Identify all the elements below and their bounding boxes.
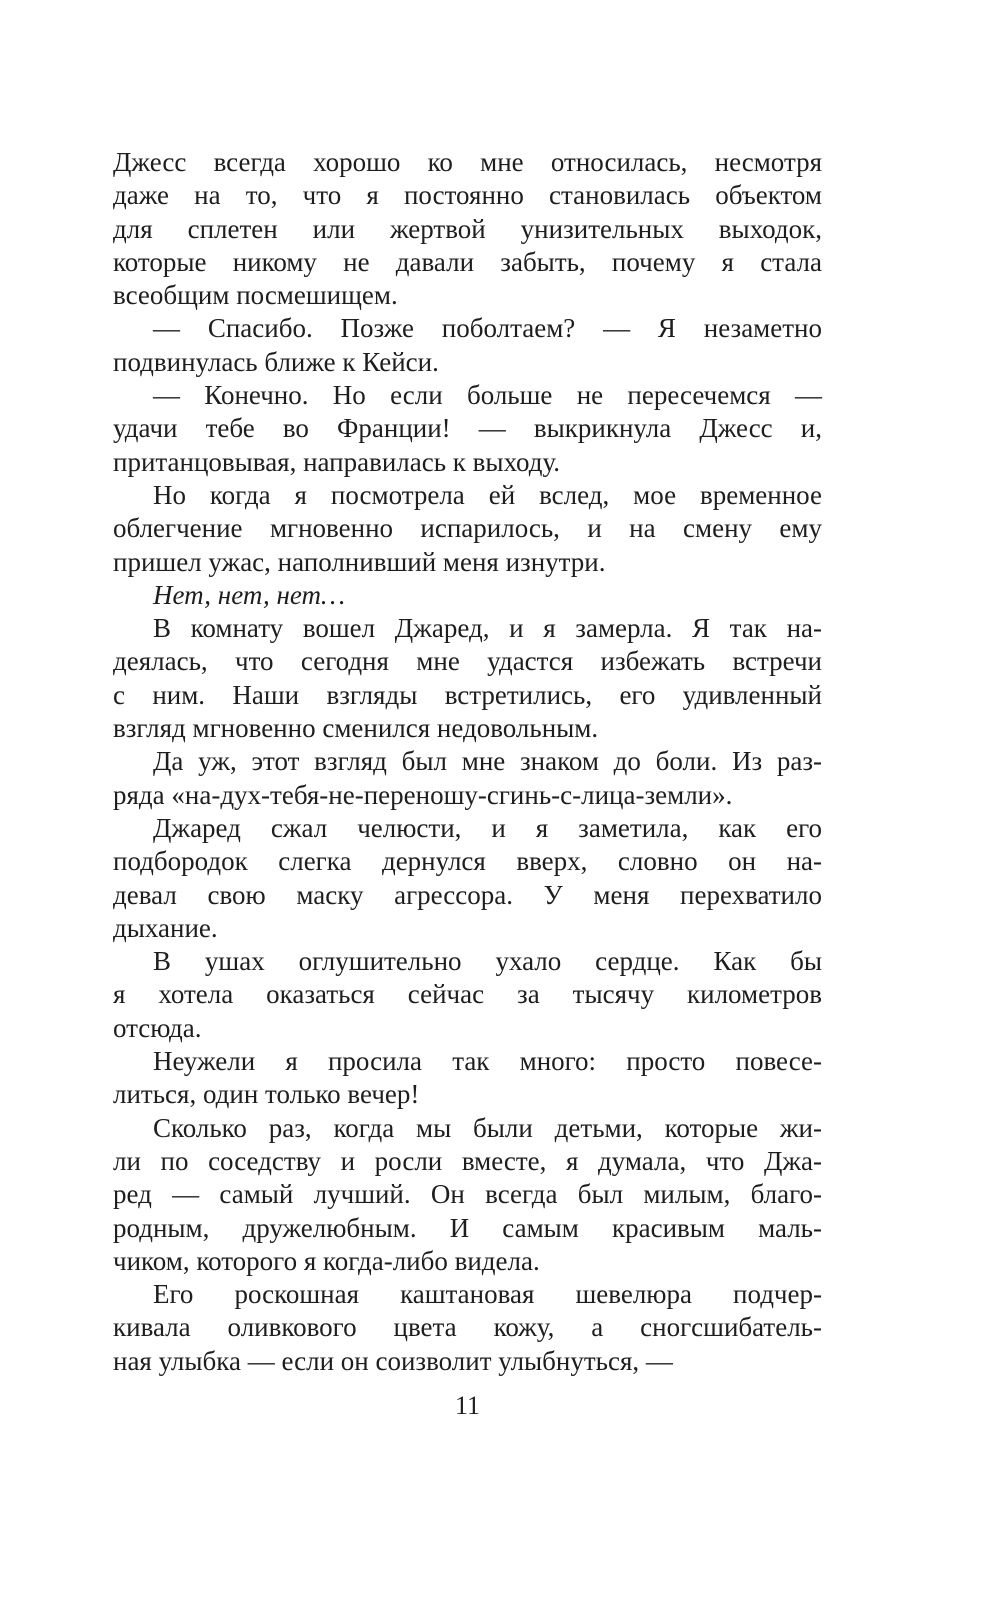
paragraph: [113, 579, 822, 612]
paragraph: [113, 812, 822, 945]
text-line: ряда «на-дух-тебя-не-переношу-сгинь-с-лица-земли».: [113, 779, 733, 810]
text-line: Джаред сжал челюсти, и я заметила, как его: [153, 812, 822, 843]
text-block: [113, 146, 822, 1378]
paragraph: [113, 1045, 822, 1112]
text-line: удачи тебе во Франции! — выкрикнула Джесс и,: [113, 413, 822, 444]
text-line: Джесс всегда хорошо ко мне относилась, несмотря: [113, 147, 822, 177]
text-line: родным, дружелюбным. И самым красивым маль-: [113, 1212, 822, 1243]
paragraph: [113, 379, 822, 479]
paragraph: [113, 312, 822, 379]
text-line: дыхание.: [113, 912, 218, 943]
text-line: Но когда я посмотрела ей вслед, мое временное: [153, 479, 822, 510]
text-line: ред — самый лучший. Он всегда был милым, благо-: [113, 1179, 822, 1210]
text-line: — Конечно. Но если больше не пересечемся —: [153, 380, 822, 411]
text-line: пританцовывая, направилась к выходу.: [113, 446, 561, 477]
text-line: — Спасибо. Позже поболтаем? — Я незаметно: [153, 313, 822, 344]
paragraph: [113, 1278, 822, 1378]
page-number: 11: [454, 1391, 481, 1420]
paragraph: [113, 479, 822, 579]
text-line: Неужели я просила так много: просто повесе-: [153, 1046, 822, 1077]
text-line: для сплетен или жертвой унизительных выходок,: [113, 213, 822, 244]
paragraph: [113, 1112, 822, 1278]
text-line: я хотела оказаться сейчас за тысячу километров: [113, 979, 822, 1010]
text-line: пришел ужас, наполнивший меня изнутри.: [113, 546, 606, 577]
text-line: ли по соседству и росли вместе, я думала, что Джа-: [113, 1145, 822, 1176]
text-line: деялась, что сегодня мне удастся избежать встречи: [113, 646, 822, 677]
text-line: даже на то, что я постоянно становилась объектом: [113, 180, 822, 211]
text-line: В ушах оглушительно ухало сердце. Как бы: [153, 946, 822, 977]
text-line: взгляд мгновенно сменился недовольным.: [113, 713, 599, 744]
text-line: Да уж, этот взгляд был мне знаком до боли. Из раз-: [153, 746, 822, 777]
paragraph: [113, 745, 822, 812]
text-line: с ним. Наши взгляды встретились, его удивленный: [113, 679, 822, 710]
text-line: кивала оливкового цвета кожу, а сногсшибатель-: [113, 1312, 822, 1343]
text-line: ная улыбка — если он соизволит улыбнуться, —: [113, 1345, 673, 1376]
paragraph: [113, 612, 822, 745]
text-line: всеобщим посмешищем.: [113, 280, 398, 311]
text-line: отсюда.: [113, 1012, 202, 1043]
text-line: девал свою маску агрессора. У меня перехватило: [113, 879, 822, 910]
text-line: Сколько раз, когда мы были детьми, которые жи-: [153, 1112, 822, 1143]
text-line: Нет, нет, нет…: [153, 579, 346, 610]
text-line: которые никому не давали забыть, почему я стала: [113, 246, 822, 277]
text-line: В комнату вошел Джаред, и я замерла. Я так на-: [153, 613, 822, 644]
text-line: Его роскошная каштановая шевелюра подчер-: [153, 1279, 822, 1310]
text-line: литься, один только вечер!: [113, 1079, 420, 1110]
text-line: подвинулась ближе к Кейси.: [113, 346, 439, 377]
paragraph: [113, 146, 822, 312]
text-line: облегчение мгновенно испарилось, и на смену ему: [113, 513, 822, 544]
text-line: подбородок слегка дернулся вверх, словно он на-: [113, 846, 822, 877]
paragraph: [113, 945, 822, 1045]
text-line: чиком, которого я когда-либо видела.: [113, 1245, 540, 1276]
